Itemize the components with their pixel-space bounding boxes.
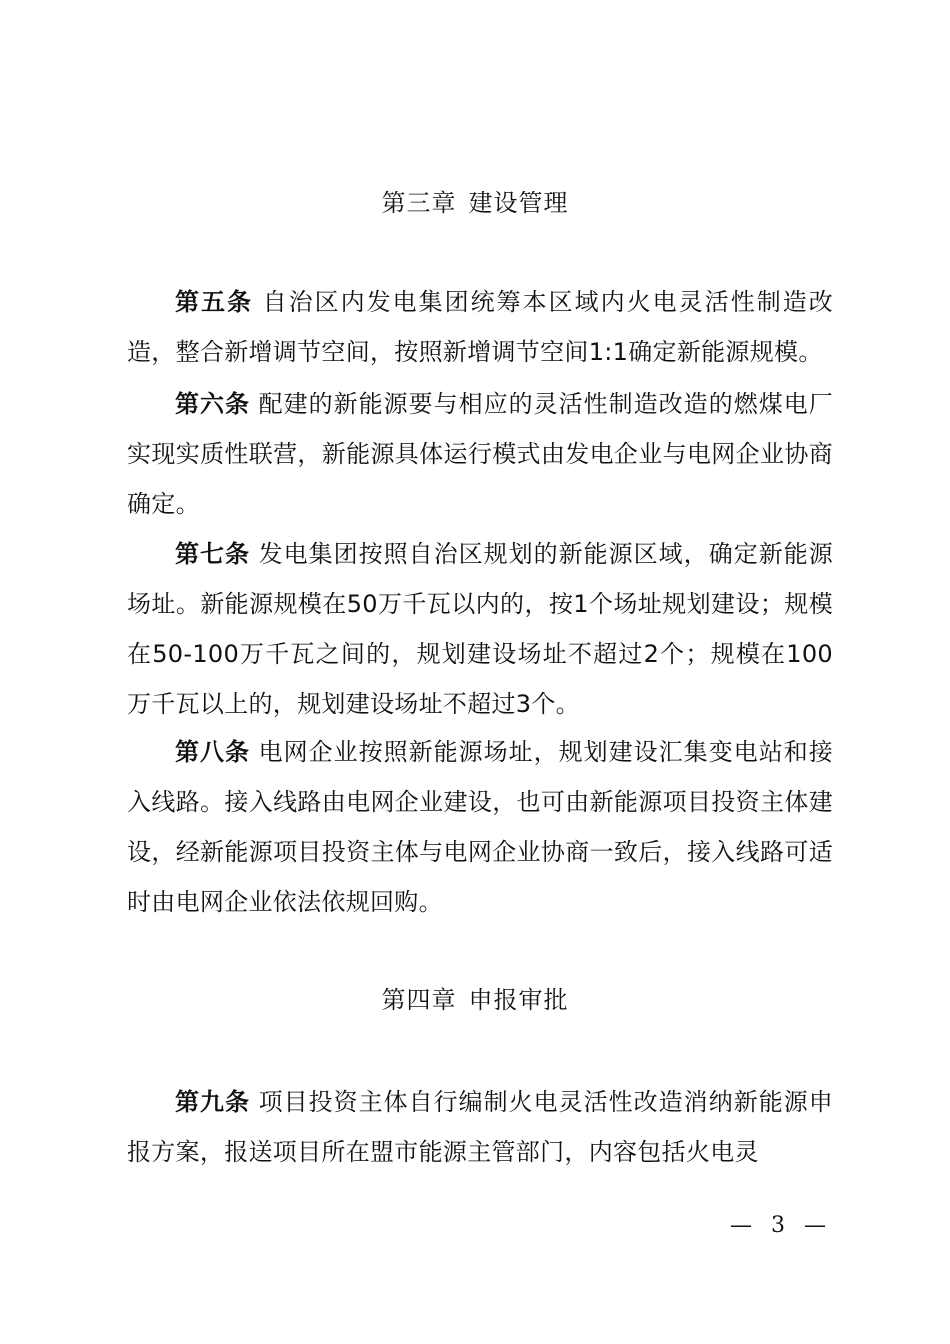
chapter-3-title: 建设管理: [468, 189, 569, 217]
article-6: [127, 379, 833, 529]
article-7-text: 发电集团按照自治区规划的新能源区域，确定新能源场址。新能源规模在50万千瓦以内的，按1个场址规划建设；规模在50-100万千瓦之间的，规划建设场址不超过2个；规模在100万千瓦以上的，规划建设场址不超过3个。: [127, 540, 833, 718]
article-6-label: 第六条: [175, 390, 251, 418]
article-8-label: 第八条: [175, 738, 251, 766]
chapter-3-number: 第三章: [381, 189, 457, 217]
chapter-3-heading: [0, 188, 950, 218]
article-8: [127, 727, 833, 927]
article-7-label: 第七条: [175, 540, 251, 568]
article-7: [127, 529, 833, 729]
article-5-text: 自治区内发电集团统筹本区域内火电灵活性制造改造，整合新增调节空间，按照新增调节空间1:1确定新能源规模。: [127, 288, 833, 366]
article-9: [127, 1077, 833, 1177]
chapter-4-heading: [0, 985, 950, 1015]
article-5-label: 第五条: [175, 288, 254, 316]
article-8-text: 电网企业按照新能源场址，规划建设汇集变电站和接入线路。接入线路由电网企业建设，也可由新能源项目投资主体建设，经新能源项目投资主体与电网企业协商一致后，接入线路可适时由电网企业依法依规回购。: [127, 738, 833, 916]
article-9-text: 项目投资主体自行编制火电灵活性改造消纳新能源申报方案，报送项目所在盟市能源主管部门，内容包括火电灵: [127, 1088, 833, 1166]
chapter-4-title: 申报审批: [468, 986, 569, 1014]
article-5: [127, 277, 833, 377]
page-number: — 3 —: [730, 1213, 832, 1238]
article-9-label: 第九条: [175, 1088, 251, 1116]
chapter-4-number: 第四章: [381, 986, 457, 1014]
article-6-text: 配建的新能源要与相应的灵活性制造改造的燃煤电厂实现实质性联营，新能源具体运行模式由发电企业与电网企业协商确定。: [127, 390, 833, 518]
